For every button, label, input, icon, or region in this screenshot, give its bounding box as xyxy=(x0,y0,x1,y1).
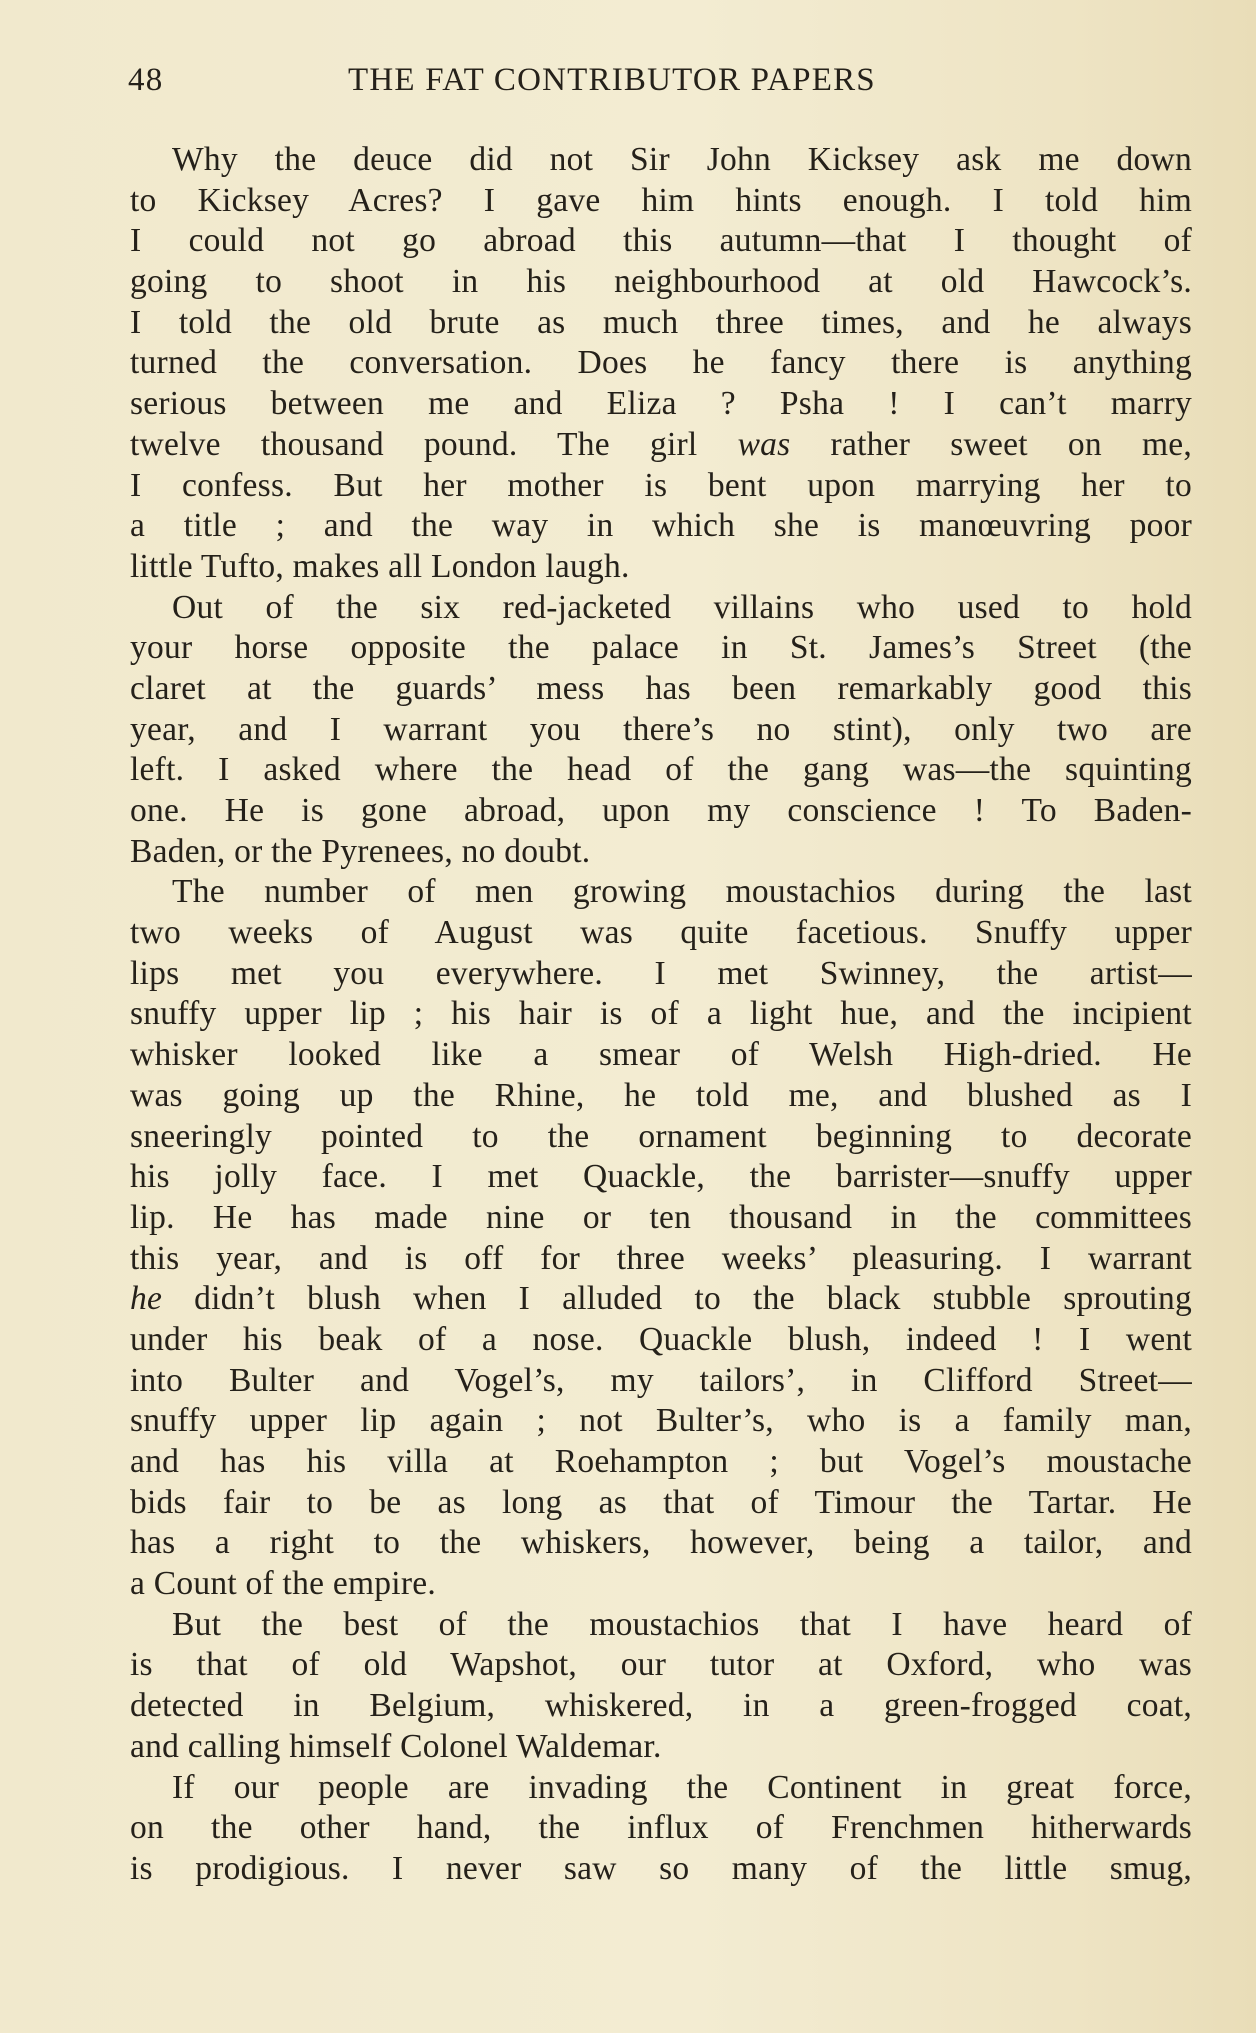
text-line: a Count of the empire. xyxy=(130,1565,436,1603)
text-line: whisker looked like a smear of Welsh High-dried. He xyxy=(130,1036,1192,1074)
text-line xyxy=(130,425,1192,466)
paragraph xyxy=(130,1768,1192,1890)
text-line: lips met you everywhere. I met Swinney, the artist— xyxy=(130,954,1192,992)
text-line: to Kicksey Acres? I gave him hints enough. I told him xyxy=(130,181,1192,219)
paragraph xyxy=(130,140,1192,588)
text-line: this year, and is off for three weeks’ pleasuring. I warrant xyxy=(130,1239,1192,1277)
text-line: has a right to the whiskers, however, being a tailor, and xyxy=(130,1524,1192,1562)
text-line: sneeringly pointed to the ornament beginning to decorate xyxy=(130,1117,1192,1155)
text-line: his jolly face. I met Quackle, the barrister—snuffy upper xyxy=(130,1158,1192,1196)
text-line: lip. He has made nine or ten thousand in the committees xyxy=(130,1198,1192,1236)
body-text xyxy=(130,140,1192,1890)
text-line: I confess. But her mother is bent upon marrying her to xyxy=(130,466,1192,504)
text-line: little Tufto, makes all London laugh. xyxy=(130,547,630,585)
text-line: The number of men growing moustachios during the last xyxy=(172,873,1192,911)
text-line: two weeks of August was quite facetious. Snuffy upper xyxy=(130,914,1192,952)
text-segment: rather sweet on me, xyxy=(790,425,1192,463)
text-line: one. He is gone abroad, upon my conscience ! To Baden- xyxy=(130,792,1192,829)
italic-word: he xyxy=(130,1280,163,1318)
text-line: detected in Belgium, whiskered, in a green-frogged coat, xyxy=(130,1687,1192,1725)
text-line: I could not go abroad this autumn—that I thought of xyxy=(130,222,1192,260)
text-line: and calling himself Colonel Waldemar. xyxy=(130,1727,662,1765)
paragraph xyxy=(130,872,1192,1604)
text-line: snuffy upper lip again ; not Bulter’s, who is a family man, xyxy=(130,1402,1192,1440)
text-line: turned the conversation. Does he fancy there is anything xyxy=(130,344,1192,382)
running-head xyxy=(128,62,1128,106)
text-line: under his beak of a nose. Quackle blush, indeed ! I went xyxy=(130,1320,1192,1358)
text-line: was going up the Rhine, he told me, and blushed as I xyxy=(130,1076,1192,1114)
text-line: If our people are invading the Continent in great force, xyxy=(172,1768,1192,1806)
text-line: on the other hand, the influx of Frenchmen hitherwards xyxy=(130,1809,1192,1847)
text-line: is prodigious. I never saw so many of the little smug, xyxy=(130,1849,1192,1887)
text-segment: twelve thousand pound. The girl xyxy=(130,425,738,463)
text-line: going to shoot in his neighbourhood at old Hawcock’s. xyxy=(130,263,1192,301)
text-line: year, and I warrant you there’s no stint), only two are xyxy=(130,710,1192,748)
text-line: Why the deuce did not Sir John Kicksey ask me down xyxy=(172,141,1192,178)
text-line: is that of old Wapshot, our tutor at Oxford, who was xyxy=(130,1646,1192,1684)
text-segment: didn’t blush when I alluded to the black stubble sprouting xyxy=(162,1280,1192,1318)
paragraph xyxy=(130,1605,1192,1768)
text-line: I told the old brute as much three times, and he always xyxy=(130,303,1192,341)
text-line: bids fair to be as long as that of Timour the Tartar. He xyxy=(130,1483,1192,1521)
text-line: your horse opposite the palace in St. James’s Street (the xyxy=(130,629,1192,667)
text-line: Out of the six red-jacketed villains who used to hold xyxy=(172,588,1192,626)
page-number: 48 xyxy=(128,62,164,98)
text-line: and has his villa at Roehampton ; but Vogel’s moustache xyxy=(130,1443,1192,1480)
running-title: THE FAT CONTRIBUTOR PAPERS xyxy=(348,62,876,98)
italic-word: was xyxy=(737,425,791,463)
text-line: But the best of the moustachios that I have heard of xyxy=(172,1605,1192,1643)
text-line: a title ; and the way in which she is manœuvring poor xyxy=(130,507,1192,545)
text-line: claret at the guards’ mess has been remarkably good this xyxy=(130,669,1192,707)
text-line: left. I asked where the head of the gang was—the squinting xyxy=(130,751,1192,789)
text-line: snuffy upper lip ; his hair is of a light hue, and the incipient xyxy=(130,995,1192,1033)
text-line xyxy=(130,1279,1192,1320)
paragraph xyxy=(130,588,1192,873)
text-line: into Bulter and Vogel’s, my tailors’, in Clifford Street— xyxy=(130,1361,1192,1399)
text-line: Baden, or the Pyrenees, no doubt. xyxy=(130,832,591,870)
text-line: serious between me and Eliza ? Psha ! I can’t marry xyxy=(130,385,1192,423)
